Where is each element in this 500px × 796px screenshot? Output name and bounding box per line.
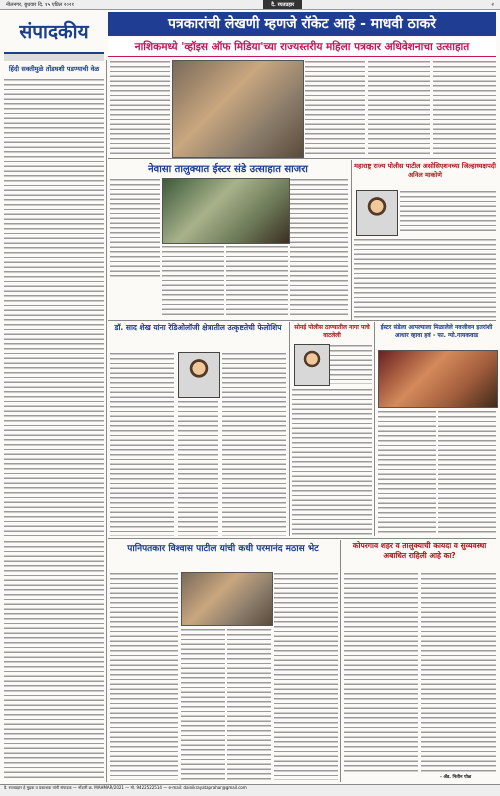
story1-photo <box>162 178 290 244</box>
story1-body <box>226 245 288 315</box>
officer-portrait <box>294 344 330 386</box>
story2-body <box>354 238 496 318</box>
story7-body <box>344 572 418 772</box>
story4-body <box>292 388 372 536</box>
story1-body <box>290 178 348 315</box>
issue-date: नीलनगर, बुधवार दि. १५ एप्रिल २०२१ <box>6 2 75 8</box>
column-divider <box>340 540 341 782</box>
editorial-body <box>4 78 104 536</box>
column-divider <box>351 160 352 320</box>
story3-headline: डॉ. साद शेख यांना रेडिओलॉजी क्षेत्रातील उत्कृष्टतेची फेलोशिप <box>114 323 282 332</box>
story5-photo <box>378 350 498 408</box>
story3-body <box>222 352 286 536</box>
story6-photo <box>181 572 273 626</box>
editorial-headline: हिंदी सक्तीमुळे तोंडघशी पडण्याची वेळ <box>8 65 100 73</box>
article-body <box>305 60 365 156</box>
story2-body <box>400 190 496 234</box>
story7-body <box>421 572 496 772</box>
story1-body <box>110 178 160 278</box>
story4-body <box>330 344 372 384</box>
section-divider <box>108 320 496 321</box>
story6-body <box>110 572 178 780</box>
masthead-subbar <box>4 54 104 61</box>
column-divider <box>374 322 375 536</box>
event-photo <box>172 60 304 158</box>
author-signature: - ॲड. नितीन पोळ <box>440 775 472 780</box>
story5-body <box>378 410 436 536</box>
column-divider <box>289 322 290 536</box>
main-headline: पत्रकारांची लेखणी म्हणजे रॉकेट आहे - माधवी ठाकरे <box>108 12 496 36</box>
portrait-photo <box>356 190 398 236</box>
editorial-masthead: संपादकीय <box>4 12 104 54</box>
story3-body <box>110 352 174 536</box>
story7-headline: कोपरगाव शहर व तालुक्याची कायदा व सुव्यवस्था अबाधित राहिली आहे का? <box>352 541 487 560</box>
story3-body <box>178 400 218 536</box>
story1-body <box>162 245 224 315</box>
story6-body <box>181 628 225 780</box>
page-number: २ <box>491 2 494 8</box>
paper-name: दै. रयतप्रहार <box>263 0 302 9</box>
story6-body <box>227 628 271 780</box>
doctor-portrait <box>178 352 220 398</box>
top-info-bar <box>0 0 500 10</box>
article-body <box>433 60 496 156</box>
editorial-body-2 <box>4 540 104 780</box>
story2-headline: महाराष्ट्र राज्य पोलीस पाटील असोसिएशनच्या जिल्हाध्यक्षपदी अनिल माकोणे <box>354 162 496 179</box>
article-body <box>368 60 430 156</box>
story4-headline: सोनई पोलीस ठाण्यातील नागा पाचे वाटलेली <box>294 324 370 339</box>
article-body <box>110 60 170 156</box>
story6-body <box>274 572 338 780</box>
sub-headline: नाशिकमध्ये 'व्हॉइस ऑफ मिडिया'च्या राज्यस्तरीय महिला पत्रकार अधिवेशनाचा उत्साहात <box>108 38 496 57</box>
story5-headline: ईस्टर संडेला आपल्याला मिळालेले नवजीवन इतरांशी आधार व्हावा हवं - फा. ग्यो.गायकवाड <box>380 324 493 339</box>
column-divider <box>106 60 107 782</box>
story1-headline: नेवासा तालुक्यात ईस्टर संडे उत्साहात साजरा <box>148 164 308 175</box>
imprint-footer: दै. रयतप्रहार हे मुद्रक व प्रकाशक यांनी संपादक — नोंदणी क्र. MAHMAR/2021 — मो. 9422522514 — e-mail: dainikrayataprahar@gmail.com <box>0 784 500 796</box>
section-divider <box>108 538 496 539</box>
story5-body <box>438 410 496 536</box>
story6-headline: पानिपतकार विश्वास पाटील यांची कधी परमानंद मठास भेट <box>127 544 319 554</box>
section-divider <box>108 158 496 159</box>
